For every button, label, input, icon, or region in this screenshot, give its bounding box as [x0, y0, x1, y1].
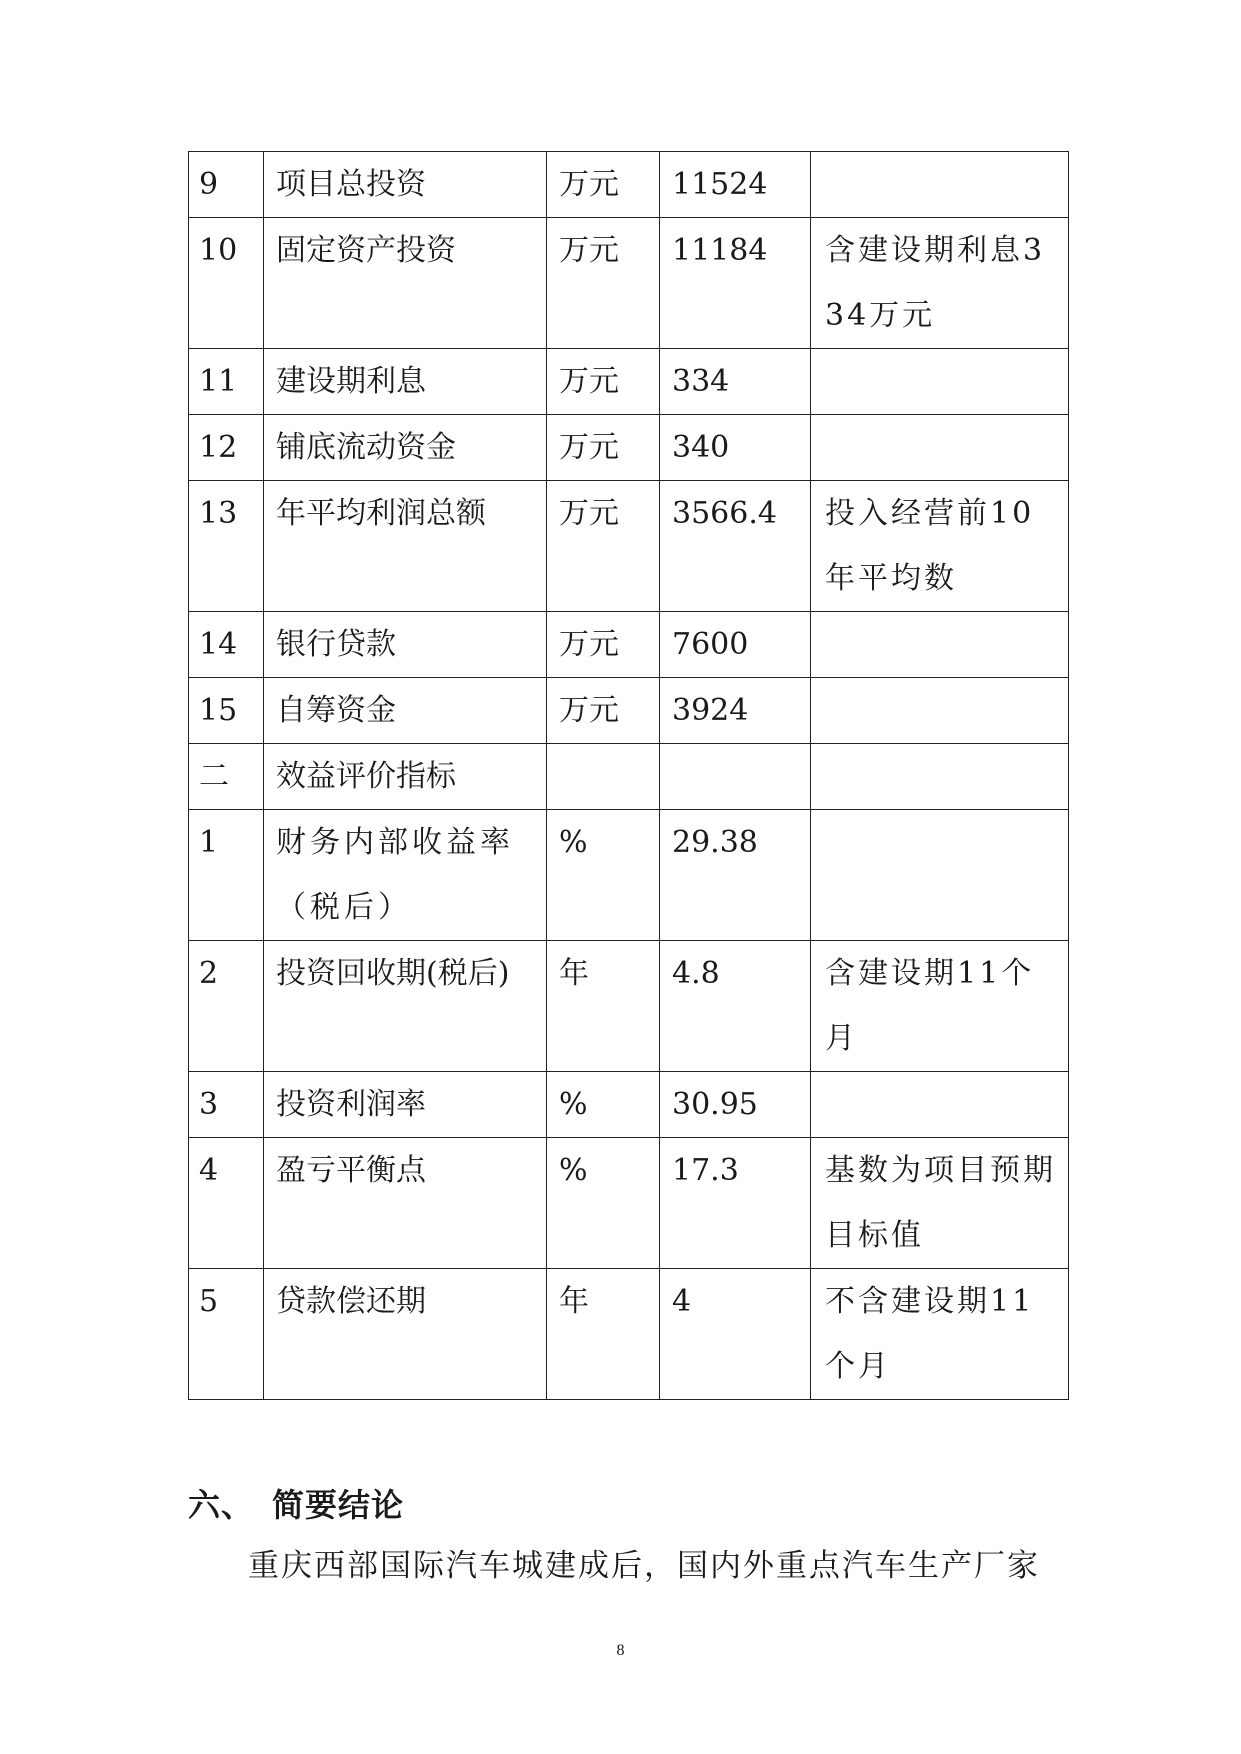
- row-unit: 万元: [547, 678, 660, 744]
- row-unit: %: [547, 1072, 660, 1138]
- body-paragraph: 重庆西部国际汽车城建成后，国内外重点汽车生产厂家: [248, 1548, 1040, 1584]
- row-number: 10: [189, 218, 264, 349]
- row-value: 3924: [660, 678, 811, 744]
- row-value: [660, 744, 811, 810]
- row-note: 含建设期11个月: [811, 941, 1069, 1072]
- row-note: [811, 810, 1069, 941]
- row-value: 340: [660, 415, 811, 481]
- table-section-row: [189, 744, 1069, 810]
- table-row: [189, 481, 1069, 612]
- row-number: 二: [189, 744, 264, 810]
- row-item: 盈亏平衡点: [264, 1138, 547, 1269]
- row-number: 2: [189, 941, 264, 1072]
- row-item: 投资回收期(税后): [264, 941, 547, 1072]
- row-item: 财务内部收益率（税后）: [264, 810, 547, 941]
- table-row: [189, 218, 1069, 349]
- table-row: [189, 1138, 1069, 1269]
- section-number: 六、: [188, 1486, 255, 1524]
- table-row: [189, 1072, 1069, 1138]
- row-item: 年平均利润总额: [264, 481, 547, 612]
- section-title: 简要结论: [272, 1486, 405, 1524]
- row-item: 贷款偿还期: [264, 1269, 547, 1400]
- row-number: 13: [189, 481, 264, 612]
- row-value: 334: [660, 349, 811, 415]
- row-item: 效益评价指标: [264, 744, 547, 810]
- table-row: [189, 612, 1069, 678]
- row-unit: 万元: [547, 415, 660, 481]
- row-value: 29.38: [660, 810, 811, 941]
- row-unit: %: [547, 1138, 660, 1269]
- row-number: 14: [189, 612, 264, 678]
- row-unit: 万元: [547, 349, 660, 415]
- row-number: 1: [189, 810, 264, 941]
- indicators-table: [188, 151, 1069, 1400]
- table-row: [189, 678, 1069, 744]
- row-number: 4: [189, 1138, 264, 1269]
- row-number: 9: [189, 152, 264, 218]
- row-item: 自筹资金: [264, 678, 547, 744]
- row-unit: [547, 744, 660, 810]
- row-note: [811, 152, 1069, 218]
- table-row: [189, 810, 1069, 941]
- row-number: 15: [189, 678, 264, 744]
- table-row: [189, 152, 1069, 218]
- row-number: 12: [189, 415, 264, 481]
- table-row: [189, 1269, 1069, 1400]
- row-value: 17.3: [660, 1138, 811, 1269]
- row-unit: %: [547, 810, 660, 941]
- section-heading: [188, 1480, 404, 1526]
- row-note: 基数为项目预期目标值: [811, 1138, 1069, 1269]
- row-unit: 万元: [547, 218, 660, 349]
- row-note: [811, 744, 1069, 810]
- row-item: 银行贷款: [264, 612, 547, 678]
- row-note: [811, 612, 1069, 678]
- row-unit: 万元: [547, 481, 660, 612]
- row-item: 固定资产投资: [264, 218, 547, 349]
- row-value: 4.8: [660, 941, 811, 1072]
- table-row: [189, 349, 1069, 415]
- row-unit: 年: [547, 941, 660, 1072]
- table-row: [189, 415, 1069, 481]
- row-value: 30.95: [660, 1072, 811, 1138]
- table-row: [189, 941, 1069, 1072]
- row-note: 不含建设期11个月: [811, 1269, 1069, 1400]
- row-note: [811, 1072, 1069, 1138]
- row-value: 3566.4: [660, 481, 811, 612]
- row-item: 投资利润率: [264, 1072, 547, 1138]
- row-note: [811, 678, 1069, 744]
- page-number: 8: [616, 1642, 625, 1659]
- row-item: 项目总投资: [264, 152, 547, 218]
- row-value: 4: [660, 1269, 811, 1400]
- row-unit: 万元: [547, 612, 660, 678]
- row-note: 投入经营前10年平均数: [811, 481, 1069, 612]
- row-unit: 年: [547, 1269, 660, 1400]
- row-number: 3: [189, 1072, 264, 1138]
- row-number: 5: [189, 1269, 264, 1400]
- row-unit: 万元: [547, 152, 660, 218]
- row-note: [811, 349, 1069, 415]
- row-note: [811, 415, 1069, 481]
- row-note: 含建设期利息334万元: [811, 218, 1069, 349]
- row-item: 建设期利息: [264, 349, 547, 415]
- row-value: 11524: [660, 152, 811, 218]
- row-number: 11: [189, 349, 264, 415]
- row-item: 铺底流动资金: [264, 415, 547, 481]
- table-body: [189, 152, 1069, 1400]
- row-value: 7600: [660, 612, 811, 678]
- row-value: 11184: [660, 218, 811, 349]
